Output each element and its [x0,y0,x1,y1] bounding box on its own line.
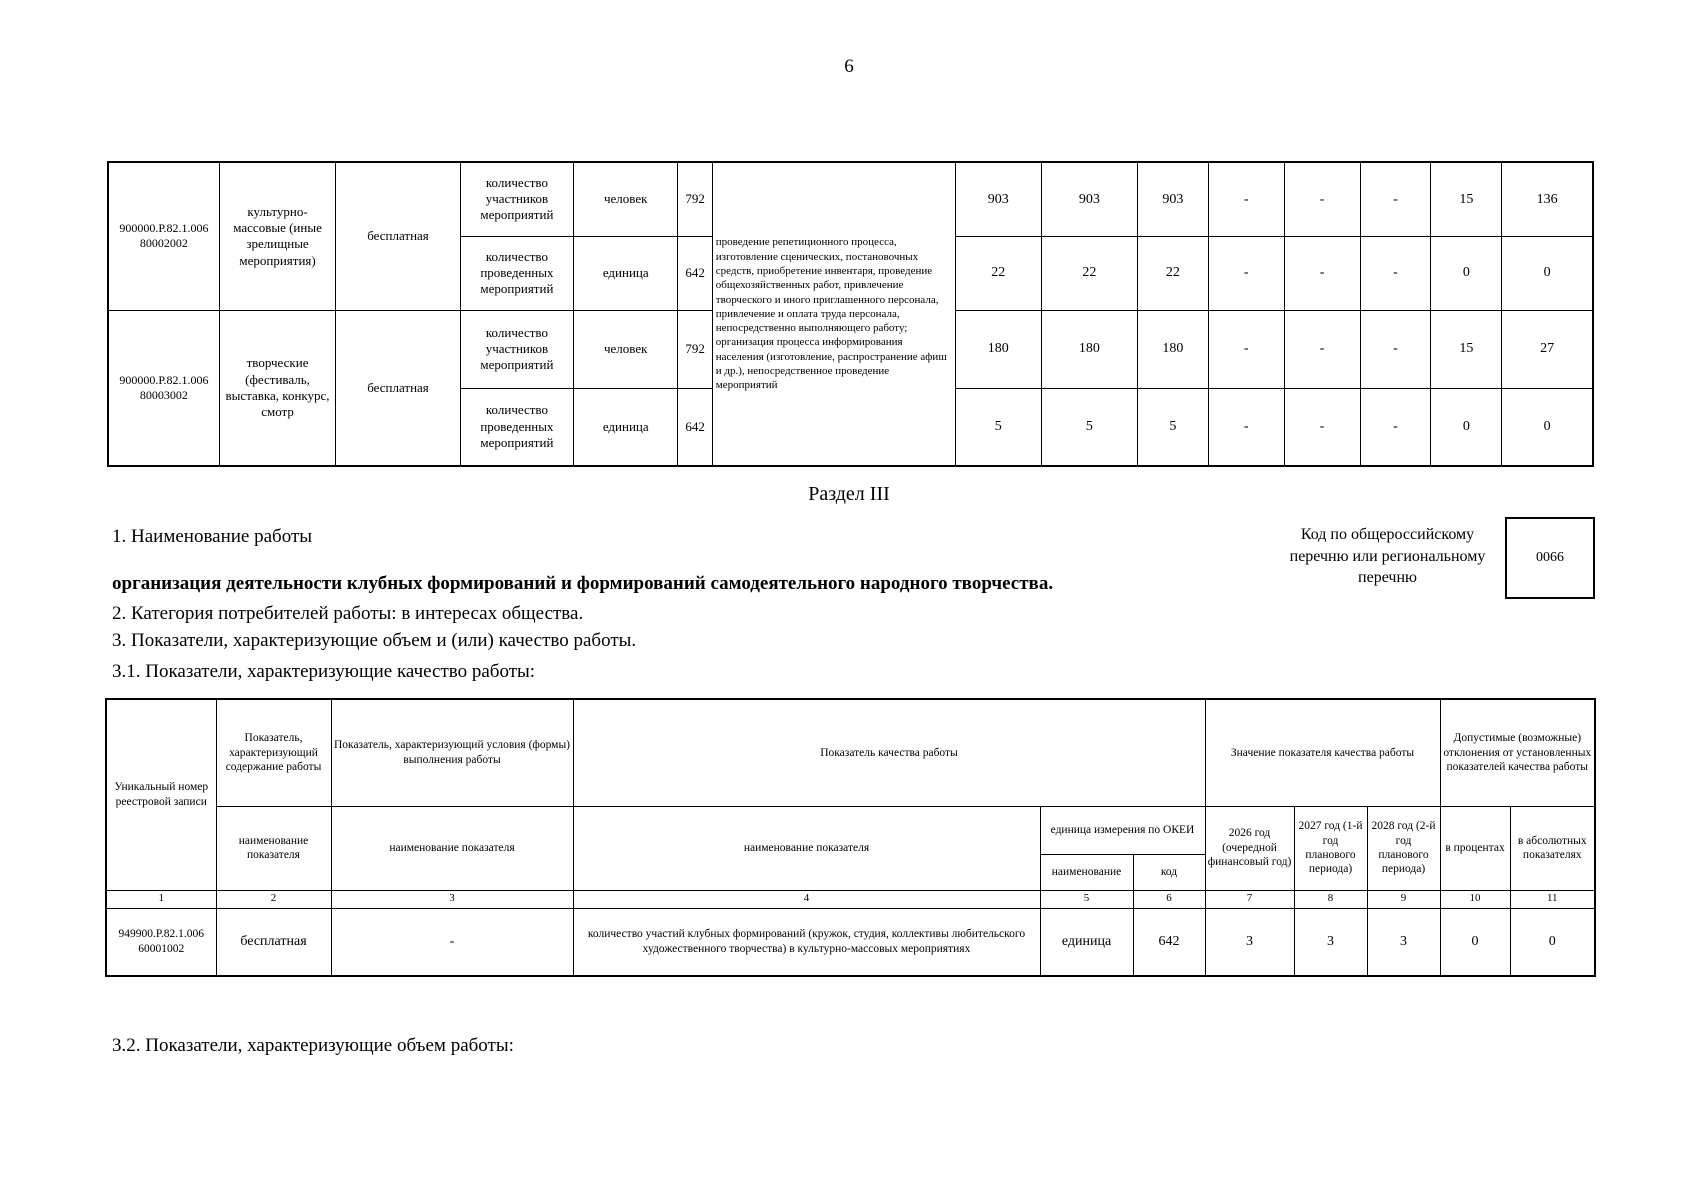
column-index: 5 [1040,890,1133,908]
price-2027: - [1284,162,1360,236]
volume-indicator-name: количество проведенных мероприятий [460,236,573,310]
content-indicator: бесплатная [216,908,331,976]
price-2026: - [1208,388,1284,466]
section-title: Раздел III [808,483,890,505]
column-index: 4 [573,890,1040,908]
condition-indicator: бесплатная [336,310,461,466]
table-row [106,908,1595,976]
price-2028: - [1360,388,1431,466]
code-label-line: перечню или региональному [1289,547,1486,565]
unit-code: 642 [678,236,712,310]
code-box [1505,517,1595,599]
price-2028: - [1360,162,1431,236]
volume-indicator-name: количество участников мероприятий [460,162,573,236]
price-2027: - [1284,388,1360,466]
registry-id: 949900.Р.82.1.006 60001002 [106,908,216,976]
code-label-line: Код по общероссийскому [1300,526,1475,543]
column-index: 7 [1205,890,1294,908]
volume-indicators-heading: 3.2. Показатели, характеризующие объем работы: [112,1035,514,1056]
registry-id: 900000.Р.82.1.006 80002002 [108,162,219,310]
header-year-2026: 2026 год (очередной финансовый год) [1205,806,1294,890]
deviation-absolute: 0 [1510,908,1595,976]
column-index: 11 [1510,890,1595,908]
price-2026: - [1208,162,1284,236]
value-2026: 903 [955,162,1041,236]
header-indicator-name: наименование показателя [573,806,1040,890]
deviation-percent: 0 [1431,236,1502,310]
value-2028: 903 [1137,162,1208,236]
volume-table [107,161,1594,467]
value-2028: 180 [1137,310,1208,388]
unit-name: единица [574,388,678,466]
value-2026: 22 [955,236,1041,310]
unit-name: единица [574,236,678,310]
work-name: организация деятельности клубных формирований и формирований самодеятельного народного творчества. [112,573,1054,594]
value-2027: 22 [1041,236,1137,310]
header-condition-indicator: Показатель, характеризующий условия (формы) выполнения работы [331,699,573,806]
header-year-2027: 2027 год (1-й год планового периода) [1294,806,1367,890]
price-2026: - [1208,236,1284,310]
deviation-percent: 15 [1431,162,1502,236]
column-index: 8 [1294,890,1367,908]
unit-name: человек [574,162,678,236]
content-indicator: творческие (фестиваль, выставка, конкурс, смотр [219,310,335,466]
work-description: проведение репетиционного процесса, изготовление сценических, постановочных средств, приобретение инвентаря, проведение общехозяйственных работ, привлечение творческого и иного приглашенного персонала, привлечение и оплата труда персонала, непосредственно выполняющего работу; организация процесса информирования населения (изготовление, распространение афиш и др.), непосредственное проведение мероприятий [712,162,955,466]
value-2027: 180 [1041,310,1137,388]
value-2028: 3 [1367,908,1440,976]
column-index-row [106,890,1595,908]
code-value: 0066 [1536,550,1564,565]
value-2028: 5 [1137,388,1208,466]
content-indicator: культурно-массовые (иные зрелищные мероприятия) [219,162,335,310]
value-2027: 3 [1294,908,1367,976]
unit-name: единица [1040,908,1133,976]
table-row [108,162,1593,236]
code-label [1270,524,1505,589]
deviation-absolute: 136 [1502,162,1593,236]
price-2027: - [1284,310,1360,388]
unit-name: человек [574,310,678,388]
value-2027: 903 [1041,162,1137,236]
price-2027: - [1284,236,1360,310]
value-2026: 5 [955,388,1041,466]
price-2028: - [1360,236,1431,310]
code-label-line: перечню [1358,569,1417,587]
header-okei-name: наименование [1040,854,1133,890]
quality-indicator-name: количество участий клубных формирований (кружок, студия, коллективы любительского художественного творчества) в культурно-массовых мероприятиях [573,908,1040,976]
unit-code: 792 [678,162,712,236]
volume-indicator-name: количество проведенных мероприятий [460,388,573,466]
deviation-absolute: 0 [1502,388,1593,466]
header-content-indicator: Показатель, характеризующий содержание работы [216,699,331,806]
condition-indicator: бесплатная [336,162,461,310]
header-okei-code: код [1133,854,1205,890]
column-index: 9 [1367,890,1440,908]
quality-table [105,698,1596,977]
header-quality-indicator: Показатель качества работы [573,699,1205,806]
deviation-absolute: 27 [1502,310,1593,388]
volume-indicator-name: количество участников мероприятий [460,310,573,388]
condition-indicator: - [331,908,573,976]
value-2026: 3 [1205,908,1294,976]
value-2026: 180 [955,310,1041,388]
unit-code: 642 [1133,908,1205,976]
header-deviation: Допустимые (возможные) отклонения от установленных показателей качества работы [1440,699,1595,806]
header-in-percent: в процентах [1440,806,1510,890]
deviation-percent: 0 [1431,388,1502,466]
header-in-absolute: в абсолютных показателях [1510,806,1595,890]
page-number: 6 [844,56,854,77]
header-quality-value: Значение показателя качества работы [1205,699,1440,806]
column-index: 10 [1440,890,1510,908]
column-index: 2 [216,890,331,908]
value-2027: 5 [1041,388,1137,466]
quality-indicators-heading: 3.1. Показатели, характеризующие качество работы: [112,661,536,682]
column-index: 6 [1133,890,1205,908]
deviation-percent: 0 [1440,908,1510,976]
unit-code: 642 [678,388,712,466]
header-unique-number: Уникальный номер реестровой записи [106,699,216,890]
header-year-2028: 2028 год (2-й год планового периода) [1367,806,1440,890]
column-index: 1 [106,890,216,908]
header-okei-unit: единица измерения по ОКЕИ [1040,806,1205,854]
value-2028: 22 [1137,236,1208,310]
consumer-category: 2. Категория потребителей работы: в интересах общества. [112,603,584,624]
header-indicator-name: наименование показателя [216,806,331,890]
work-name-label: 1. Наименование работы [112,526,313,547]
deviation-absolute: 0 [1502,236,1593,310]
indicators-heading: 3. Показатели, характеризующие объем и (или) качество работы. [112,630,637,651]
unit-code: 792 [678,310,712,388]
price-2026: - [1208,310,1284,388]
price-2028: - [1360,310,1431,388]
deviation-percent: 15 [1431,310,1502,388]
header-indicator-name: наименование показателя [331,806,573,890]
registry-id: 900000.Р.82.1.006 80003002 [108,310,219,466]
column-index: 3 [331,890,573,908]
